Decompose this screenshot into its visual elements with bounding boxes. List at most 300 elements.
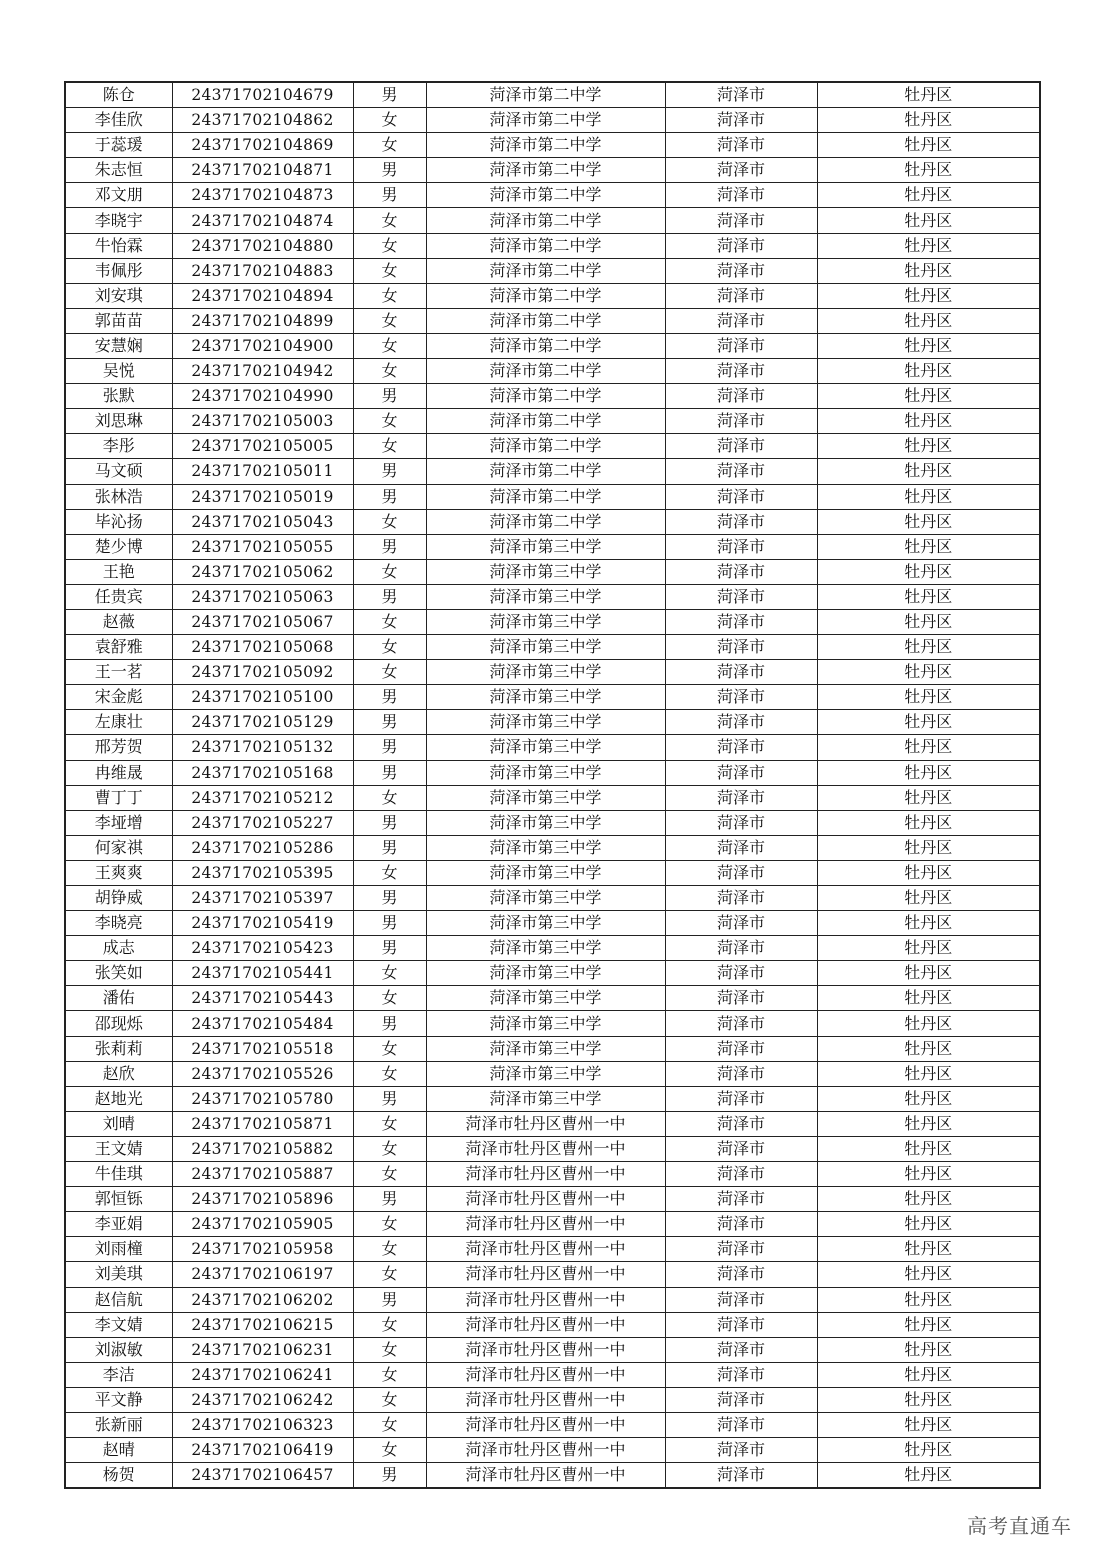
school-cell: 菏泽市第二中学 (426, 108, 665, 133)
gender-cell: 女 (353, 1312, 426, 1337)
exam-id-cell: 24371702104880 (172, 233, 353, 258)
school-cell: 菏泽市牡丹区曹州一中 (426, 1387, 665, 1412)
school-cell: 菏泽市第三中学 (426, 785, 665, 810)
exam-id-cell: 24371702105441 (172, 961, 353, 986)
table-row (65, 760, 1040, 785)
city-cell: 菏泽市 (665, 359, 817, 384)
student-name-cell: 胡铮威 (65, 886, 172, 911)
exam-id-cell: 24371702106457 (172, 1463, 353, 1489)
city-cell: 菏泽市 (665, 459, 817, 484)
gender-cell: 女 (353, 434, 426, 459)
table-row (65, 810, 1040, 835)
district-cell: 牡丹区 (817, 1362, 1040, 1387)
district-cell: 牡丹区 (817, 283, 1040, 308)
district-cell: 牡丹区 (817, 1061, 1040, 1086)
exam-id-cell: 24371702105055 (172, 534, 353, 559)
district-cell: 牡丹区 (817, 233, 1040, 258)
student-name-cell: 刘思琳 (65, 409, 172, 434)
gender-cell: 男 (353, 1463, 426, 1489)
city-cell: 菏泽市 (665, 835, 817, 860)
city-cell: 菏泽市 (665, 283, 817, 308)
district-cell: 牡丹区 (817, 710, 1040, 735)
student-name-cell: 毕沁扬 (65, 509, 172, 534)
school-cell: 菏泽市第三中学 (426, 1061, 665, 1086)
city-cell: 菏泽市 (665, 409, 817, 434)
student-name-cell: 邢芳贺 (65, 735, 172, 760)
school-cell: 菏泽市第二中学 (426, 359, 665, 384)
table-row (65, 1237, 1040, 1262)
gender-cell: 男 (353, 584, 426, 609)
table-row (65, 735, 1040, 760)
student-name-cell: 李晓宇 (65, 208, 172, 233)
exam-id-cell: 24371702105526 (172, 1061, 353, 1086)
school-cell: 菏泽市牡丹区曹州一中 (426, 1287, 665, 1312)
gender-cell: 男 (353, 760, 426, 785)
student-name-cell: 平文静 (65, 1387, 172, 1412)
district-cell: 牡丹区 (817, 609, 1040, 634)
city-cell: 菏泽市 (665, 785, 817, 810)
district-cell: 牡丹区 (817, 735, 1040, 760)
gender-cell: 女 (353, 1337, 426, 1362)
school-cell: 菏泽市第三中学 (426, 961, 665, 986)
school-cell: 菏泽市第二中学 (426, 509, 665, 534)
student-name-cell: 左康壮 (65, 710, 172, 735)
city-cell: 菏泽市 (665, 685, 817, 710)
student-name-cell: 张新丽 (65, 1412, 172, 1437)
exam-id-cell: 24371702106241 (172, 1362, 353, 1387)
city-cell: 菏泽市 (665, 710, 817, 735)
student-name-cell: 王一茗 (65, 660, 172, 685)
gender-cell: 女 (353, 208, 426, 233)
city-cell: 菏泽市 (665, 82, 817, 108)
table-row (65, 233, 1040, 258)
table-row (65, 911, 1040, 936)
school-cell: 菏泽市第三中学 (426, 1036, 665, 1061)
table-row (65, 609, 1040, 634)
district-cell: 牡丹区 (817, 1111, 1040, 1136)
district-cell: 牡丹区 (817, 308, 1040, 333)
gender-cell: 男 (353, 459, 426, 484)
district-cell: 牡丹区 (817, 258, 1040, 283)
table-row (65, 459, 1040, 484)
school-cell: 菏泽市第三中学 (426, 760, 665, 785)
district-cell: 牡丹区 (817, 534, 1040, 559)
exam-id-cell: 24371702104874 (172, 208, 353, 233)
table-row (65, 1463, 1040, 1489)
exam-id-cell: 24371702104679 (172, 82, 353, 108)
district-cell: 牡丹区 (817, 359, 1040, 384)
table-row (65, 308, 1040, 333)
district-cell: 牡丹区 (817, 108, 1040, 133)
school-cell: 菏泽市牡丹区曹州一中 (426, 1187, 665, 1212)
gender-cell: 女 (353, 283, 426, 308)
table-row (65, 1162, 1040, 1187)
city-cell: 菏泽市 (665, 1036, 817, 1061)
student-name-cell: 宋金彪 (65, 685, 172, 710)
city-cell: 菏泽市 (665, 886, 817, 911)
student-name-cell: 任贵宾 (65, 584, 172, 609)
student-name-cell: 张笑如 (65, 961, 172, 986)
city-cell: 菏泽市 (665, 735, 817, 760)
district-cell: 牡丹区 (817, 1086, 1040, 1111)
exam-id-cell: 24371702105397 (172, 886, 353, 911)
student-name-cell: 赵薇 (65, 609, 172, 634)
table-row (65, 1086, 1040, 1111)
table-row (65, 384, 1040, 409)
gender-cell: 女 (353, 559, 426, 584)
school-cell: 菏泽市牡丹区曹州一中 (426, 1438, 665, 1463)
exam-id-cell: 24371702105019 (172, 484, 353, 509)
district-cell: 牡丹区 (817, 559, 1040, 584)
exam-id-cell: 24371702105484 (172, 1011, 353, 1036)
table-row (65, 1061, 1040, 1086)
exam-id-cell: 24371702105882 (172, 1136, 353, 1161)
exam-id-cell: 24371702105168 (172, 760, 353, 785)
school-cell: 菏泽市第二中学 (426, 233, 665, 258)
exam-id-cell: 24371702105129 (172, 710, 353, 735)
student-name-cell: 刘安琪 (65, 283, 172, 308)
exam-id-cell: 24371702105067 (172, 609, 353, 634)
student-name-cell: 李垭增 (65, 810, 172, 835)
student-name-cell: 李彤 (65, 434, 172, 459)
student-roster-table (64, 81, 1041, 1489)
city-cell: 菏泽市 (665, 133, 817, 158)
exam-id-cell: 24371702105887 (172, 1162, 353, 1187)
school-cell: 菏泽市牡丹区曹州一中 (426, 1136, 665, 1161)
district-cell: 牡丹区 (817, 785, 1040, 810)
city-cell: 菏泽市 (665, 1312, 817, 1337)
student-name-cell: 赵信航 (65, 1287, 172, 1312)
school-cell: 菏泽市牡丹区曹州一中 (426, 1111, 665, 1136)
table-row (65, 685, 1040, 710)
student-name-cell: 冉维晟 (65, 760, 172, 785)
gender-cell: 男 (353, 534, 426, 559)
city-cell: 菏泽市 (665, 1412, 817, 1437)
student-name-cell: 马文硕 (65, 459, 172, 484)
exam-id-cell: 24371702105286 (172, 835, 353, 860)
table-row (65, 1337, 1040, 1362)
gender-cell: 女 (353, 1438, 426, 1463)
city-cell: 菏泽市 (665, 1011, 817, 1036)
student-name-cell: 于蕊瑗 (65, 133, 172, 158)
city-cell: 菏泽市 (665, 1262, 817, 1287)
gender-cell: 男 (353, 911, 426, 936)
school-cell: 菏泽市第二中学 (426, 409, 665, 434)
student-name-cell: 楚少博 (65, 534, 172, 559)
student-name-cell: 赵地光 (65, 1086, 172, 1111)
city-cell: 菏泽市 (665, 1463, 817, 1489)
district-cell: 牡丹区 (817, 459, 1040, 484)
city-cell: 菏泽市 (665, 1387, 817, 1412)
district-cell: 牡丹区 (817, 961, 1040, 986)
school-cell: 菏泽市牡丹区曹州一中 (426, 1412, 665, 1437)
table-row (65, 1287, 1040, 1312)
table-row (65, 584, 1040, 609)
district-cell: 牡丹区 (817, 509, 1040, 534)
gender-cell: 女 (353, 1362, 426, 1387)
exam-id-cell: 24371702106202 (172, 1287, 353, 1312)
school-cell: 菏泽市第二中学 (426, 333, 665, 358)
student-name-cell: 王艳 (65, 559, 172, 584)
exam-id-cell: 24371702105132 (172, 735, 353, 760)
gender-cell: 男 (353, 82, 426, 108)
school-cell: 菏泽市牡丹区曹州一中 (426, 1337, 665, 1362)
school-cell: 菏泽市第三中学 (426, 1086, 665, 1111)
watermark-text: 高考直通车 (967, 1514, 1072, 1538)
exam-id-cell: 24371702105443 (172, 986, 353, 1011)
city-cell: 菏泽市 (665, 1438, 817, 1463)
district-cell: 牡丹区 (817, 936, 1040, 961)
district-cell: 牡丹区 (817, 886, 1040, 911)
table-row (65, 635, 1040, 660)
table-row (65, 1187, 1040, 1212)
table-row (65, 434, 1040, 459)
gender-cell: 男 (353, 1187, 426, 1212)
city-cell: 菏泽市 (665, 1212, 817, 1237)
student-name-cell: 张默 (65, 384, 172, 409)
school-cell: 菏泽市牡丹区曹州一中 (426, 1212, 665, 1237)
school-cell: 菏泽市第二中学 (426, 133, 665, 158)
exam-id-cell: 24371702105100 (172, 685, 353, 710)
city-cell: 菏泽市 (665, 1162, 817, 1187)
school-cell: 菏泽市第三中学 (426, 735, 665, 760)
school-cell: 菏泽市第三中学 (426, 685, 665, 710)
exam-id-cell: 24371702105905 (172, 1212, 353, 1237)
gender-cell: 女 (353, 258, 426, 283)
gender-cell: 女 (353, 233, 426, 258)
exam-id-cell: 24371702105227 (172, 810, 353, 835)
school-cell: 菏泽市牡丹区曹州一中 (426, 1312, 665, 1337)
district-cell: 牡丹区 (817, 1036, 1040, 1061)
city-cell: 菏泽市 (665, 609, 817, 634)
school-cell: 菏泽市第二中学 (426, 434, 665, 459)
student-name-cell: 王爽爽 (65, 860, 172, 885)
table-row (65, 183, 1040, 208)
exam-id-cell: 24371702106231 (172, 1337, 353, 1362)
table-row (65, 1136, 1040, 1161)
exam-id-cell: 24371702105780 (172, 1086, 353, 1111)
district-cell: 牡丹区 (817, 660, 1040, 685)
school-cell: 菏泽市第二中学 (426, 158, 665, 183)
district-cell: 牡丹区 (817, 1463, 1040, 1489)
city-cell: 菏泽市 (665, 635, 817, 660)
city-cell: 菏泽市 (665, 208, 817, 233)
city-cell: 菏泽市 (665, 961, 817, 986)
table-row (65, 660, 1040, 685)
table-row (65, 936, 1040, 961)
district-cell: 牡丹区 (817, 1387, 1040, 1412)
table-row (65, 785, 1040, 810)
gender-cell: 女 (353, 1111, 426, 1136)
city-cell: 菏泽市 (665, 911, 817, 936)
school-cell: 菏泽市第三中学 (426, 911, 665, 936)
exam-id-cell: 24371702104873 (172, 183, 353, 208)
district-cell: 牡丹区 (817, 384, 1040, 409)
school-cell: 菏泽市第二中学 (426, 183, 665, 208)
city-cell: 菏泽市 (665, 660, 817, 685)
gender-cell: 男 (353, 886, 426, 911)
gender-cell: 女 (353, 1262, 426, 1287)
district-cell: 牡丹区 (817, 1337, 1040, 1362)
exam-id-cell: 24371702106242 (172, 1387, 353, 1412)
school-cell: 菏泽市牡丹区曹州一中 (426, 1162, 665, 1187)
district-cell: 牡丹区 (817, 1187, 1040, 1212)
student-name-cell: 成志 (65, 936, 172, 961)
table-row (65, 208, 1040, 233)
exam-id-cell: 24371702105005 (172, 434, 353, 459)
table-row (65, 108, 1040, 133)
table-row (65, 1412, 1040, 1437)
student-name-cell: 牛佳琪 (65, 1162, 172, 1187)
exam-id-cell: 24371702105011 (172, 459, 353, 484)
gender-cell: 女 (353, 609, 426, 634)
student-name-cell: 张莉莉 (65, 1036, 172, 1061)
city-cell: 菏泽市 (665, 108, 817, 133)
gender-cell: 男 (353, 936, 426, 961)
exam-id-cell: 24371702104894 (172, 283, 353, 308)
exam-id-cell: 24371702104862 (172, 108, 353, 133)
exam-id-cell: 24371702104899 (172, 308, 353, 333)
city-cell: 菏泽市 (665, 158, 817, 183)
city-cell: 菏泽市 (665, 860, 817, 885)
district-cell: 牡丹区 (817, 1162, 1040, 1187)
exam-id-cell: 24371702105063 (172, 584, 353, 609)
student-name-cell: 邓文朋 (65, 183, 172, 208)
gender-cell: 男 (353, 158, 426, 183)
city-cell: 菏泽市 (665, 384, 817, 409)
gender-cell: 女 (353, 660, 426, 685)
school-cell: 菏泽市第三中学 (426, 710, 665, 735)
gender-cell: 男 (353, 384, 426, 409)
exam-id-cell: 24371702104990 (172, 384, 353, 409)
school-cell: 菏泽市第三中学 (426, 810, 665, 835)
district-cell: 牡丹区 (817, 1136, 1040, 1161)
exam-id-cell: 24371702106323 (172, 1412, 353, 1437)
city-cell: 菏泽市 (665, 1337, 817, 1362)
district-cell: 牡丹区 (817, 1438, 1040, 1463)
school-cell: 菏泽市第二中学 (426, 484, 665, 509)
table-row (65, 133, 1040, 158)
district-cell: 牡丹区 (817, 183, 1040, 208)
exam-id-cell: 24371702105896 (172, 1187, 353, 1212)
table-row (65, 1262, 1040, 1287)
roster-body (65, 82, 1040, 1488)
table-row (65, 986, 1040, 1011)
city-cell: 菏泽市 (665, 1187, 817, 1212)
district-cell: 牡丹区 (817, 1312, 1040, 1337)
school-cell: 菏泽市第二中学 (426, 384, 665, 409)
gender-cell: 女 (353, 1136, 426, 1161)
school-cell: 菏泽市牡丹区曹州一中 (426, 1463, 665, 1489)
district-cell: 牡丹区 (817, 333, 1040, 358)
table-row (65, 1387, 1040, 1412)
gender-cell: 男 (353, 1011, 426, 1036)
district-cell: 牡丹区 (817, 986, 1040, 1011)
table-row (65, 710, 1040, 735)
student-name-cell: 袁舒雅 (65, 635, 172, 660)
gender-cell: 男 (353, 835, 426, 860)
gender-cell: 女 (353, 961, 426, 986)
student-name-cell: 邵现烁 (65, 1011, 172, 1036)
school-cell: 菏泽市第三中学 (426, 1011, 665, 1036)
table-row (65, 559, 1040, 584)
table-row (65, 158, 1040, 183)
gender-cell: 女 (353, 1237, 426, 1262)
student-name-cell: 赵欣 (65, 1061, 172, 1086)
city-cell: 菏泽市 (665, 434, 817, 459)
district-cell: 牡丹区 (817, 484, 1040, 509)
school-cell: 菏泽市第二中学 (426, 82, 665, 108)
gender-cell: 女 (353, 1212, 426, 1237)
exam-id-cell: 24371702106215 (172, 1312, 353, 1337)
table-row (65, 1438, 1040, 1463)
city-cell: 菏泽市 (665, 534, 817, 559)
exam-id-cell: 24371702105068 (172, 635, 353, 660)
exam-id-cell: 24371702105395 (172, 860, 353, 885)
table-row (65, 860, 1040, 885)
city-cell: 菏泽市 (665, 810, 817, 835)
city-cell: 菏泽市 (665, 986, 817, 1011)
district-cell: 牡丹区 (817, 1287, 1040, 1312)
city-cell: 菏泽市 (665, 233, 817, 258)
district-cell: 牡丹区 (817, 685, 1040, 710)
student-name-cell: 吴悦 (65, 359, 172, 384)
city-cell: 菏泽市 (665, 308, 817, 333)
district-cell: 牡丹区 (817, 1262, 1040, 1287)
student-name-cell: 王文婧 (65, 1136, 172, 1161)
exam-id-cell: 24371702104942 (172, 359, 353, 384)
gender-cell: 男 (353, 685, 426, 710)
student-name-cell: 刘晴 (65, 1111, 172, 1136)
school-cell: 菏泽市第二中学 (426, 208, 665, 233)
gender-cell: 女 (353, 986, 426, 1011)
school-cell: 菏泽市牡丹区曹州一中 (426, 1237, 665, 1262)
school-cell: 菏泽市第三中学 (426, 559, 665, 584)
district-cell: 牡丹区 (817, 133, 1040, 158)
district-cell: 牡丹区 (817, 409, 1040, 434)
city-cell: 菏泽市 (665, 509, 817, 534)
district-cell: 牡丹区 (817, 810, 1040, 835)
table-row (65, 509, 1040, 534)
school-cell: 菏泽市第三中学 (426, 936, 665, 961)
gender-cell: 男 (353, 1086, 426, 1111)
exam-id-cell: 24371702105003 (172, 409, 353, 434)
student-name-cell: 李洁 (65, 1362, 172, 1387)
student-name-cell: 牛怡霖 (65, 233, 172, 258)
student-name-cell: 何家祺 (65, 835, 172, 860)
student-name-cell: 李佳欣 (65, 108, 172, 133)
school-cell: 菏泽市第三中学 (426, 584, 665, 609)
district-cell: 牡丹区 (817, 911, 1040, 936)
city-cell: 菏泽市 (665, 1086, 817, 1111)
school-cell: 菏泽市第二中学 (426, 258, 665, 283)
city-cell: 菏泽市 (665, 1136, 817, 1161)
exam-id-cell: 24371702104869 (172, 133, 353, 158)
district-cell: 牡丹区 (817, 158, 1040, 183)
table-row (65, 484, 1040, 509)
district-cell: 牡丹区 (817, 208, 1040, 233)
district-cell: 牡丹区 (817, 1412, 1040, 1437)
exam-id-cell: 24371702106197 (172, 1262, 353, 1287)
gender-cell: 男 (353, 183, 426, 208)
school-cell: 菏泽市第三中学 (426, 534, 665, 559)
table-row (65, 359, 1040, 384)
city-cell: 菏泽市 (665, 333, 817, 358)
school-cell: 菏泽市牡丹区曹州一中 (426, 1362, 665, 1387)
table-row (65, 1212, 1040, 1237)
student-name-cell: 张林浩 (65, 484, 172, 509)
exam-id-cell: 24371702104871 (172, 158, 353, 183)
